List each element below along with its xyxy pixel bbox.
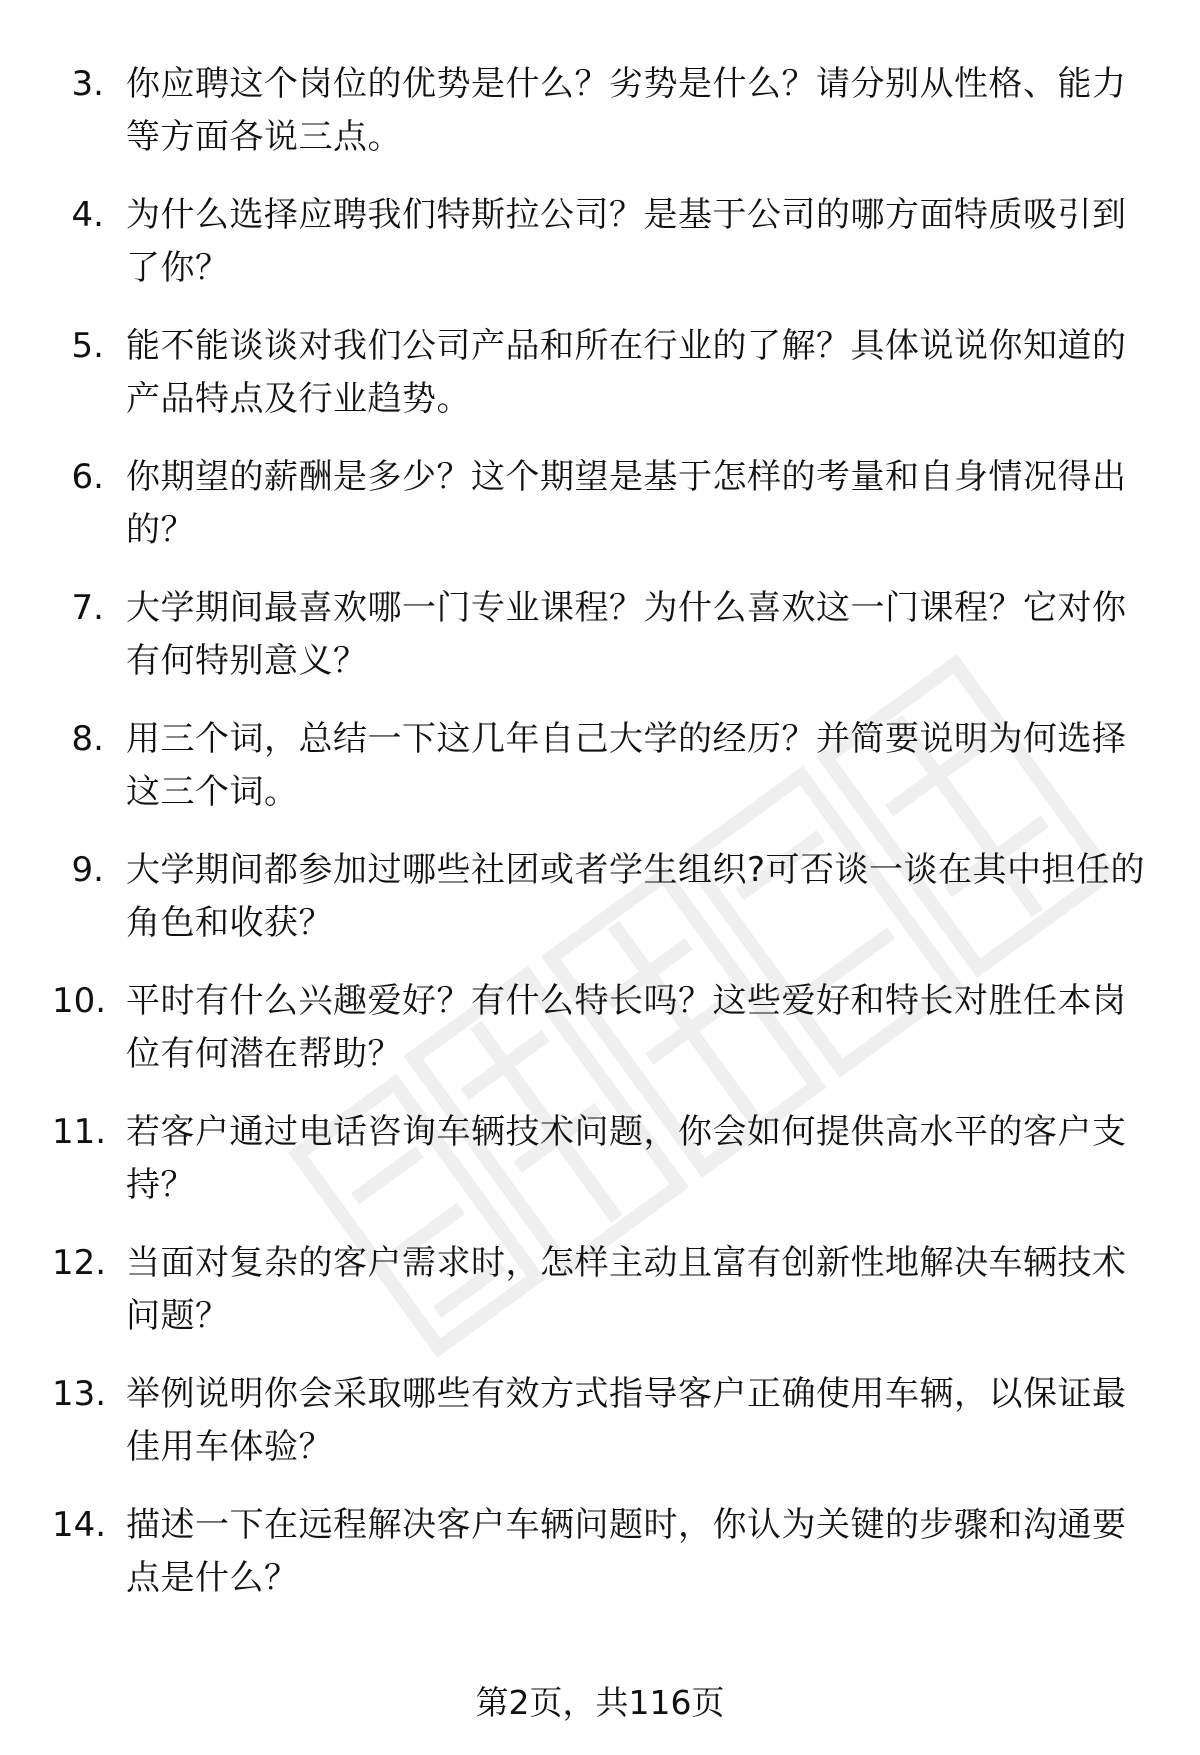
question-number: 9. — [71, 850, 104, 890]
list-item — [52, 1499, 1152, 1630]
question-text: 你应聘这个岗位的优势是什么？劣势是什么？请分别从性格、能力等方面各说三点。 — [126, 64, 1127, 157]
list-item — [52, 1368, 1152, 1499]
question-number: 4. — [71, 195, 104, 235]
list-item — [52, 1106, 1152, 1237]
page-number-footer: 第2页，共116页 — [475, 1683, 725, 1722]
question-number: 14. — [52, 1505, 107, 1545]
question-number: 7. — [71, 588, 104, 628]
question-number: 8. — [71, 719, 104, 759]
list-item — [52, 844, 1152, 975]
question-text: 能不能谈谈对我们公司产品和所在行业的了解？具体说说你知道的产品特点及行业趋势。 — [126, 326, 1127, 419]
question-number: 3. — [71, 64, 104, 104]
list-item — [52, 582, 1152, 713]
list-item — [52, 975, 1152, 1106]
list-item — [52, 1237, 1152, 1368]
question-text: 举例说明你会采取哪些有效方式指导客户正确使用车辆，以保证最佳用车体验？ — [126, 1374, 1127, 1467]
question-text: 大学期间最喜欢哪一门专业课程？为什么喜欢这一门课程？它对你有何特别意义？ — [126, 588, 1127, 681]
question-number: 12. — [52, 1243, 107, 1283]
question-text: 你期望的薪酬是多少？这个期望是基于怎样的考量和自身情况得出的？ — [126, 457, 1127, 550]
question-text: 描述一下在远程解决客户车辆问题时，你认为关键的步骤和沟通要点是什么？ — [126, 1505, 1127, 1598]
question-number: 11. — [52, 1112, 107, 1152]
question-number: 13. — [52, 1374, 107, 1414]
question-text: 平时有什么兴趣爱好？有什么特长吗？这些爱好和特长对胜任本岗位有何潜在帮助？ — [126, 981, 1127, 1074]
question-text: 为什么选择应聘我们特斯拉公司？是基于公司的哪方面特质吸引到了你？ — [126, 195, 1127, 288]
list-item — [52, 58, 1152, 189]
question-list — [52, 58, 1152, 1630]
question-text: 若客户通过电话咨询车辆技术问题，你会如何提供高水平的客户支持？ — [126, 1112, 1127, 1205]
list-item — [52, 189, 1152, 320]
list-item — [52, 713, 1152, 844]
question-text: 用三个词，总结一下这几年自己大学的经历？并简要说明为何选择这三个词。 — [126, 719, 1127, 812]
list-item — [52, 320, 1152, 451]
question-number: 6. — [71, 457, 104, 497]
list-item — [52, 451, 1152, 582]
question-text: 当面对复杂的客户需求时，怎样主动且富有创新性地解决车辆技术问题？ — [126, 1243, 1127, 1336]
question-number: 5. — [71, 326, 104, 366]
question-text: 大学期间都参加过哪些社团或者学生组织?可否谈一谈在其中担任的角色和收获？ — [126, 850, 1146, 943]
question-number: 10. — [52, 981, 107, 1021]
